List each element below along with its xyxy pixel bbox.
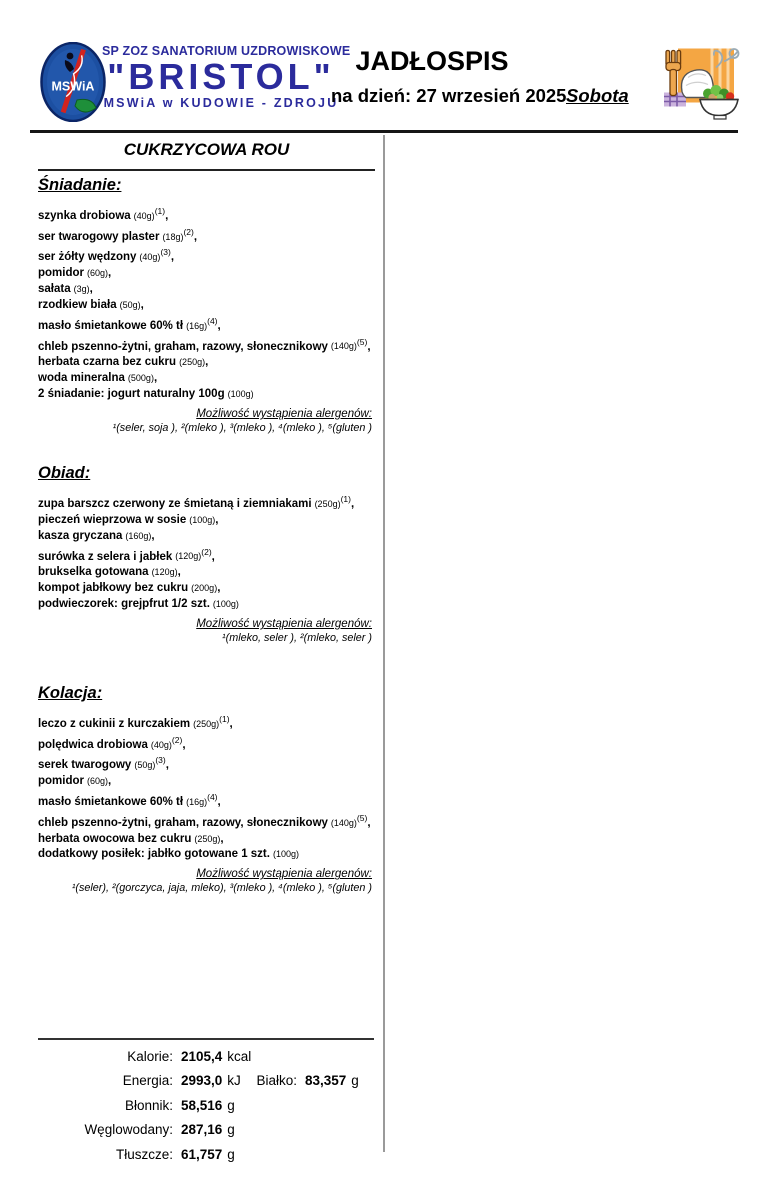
organization-brand bbox=[102, 44, 351, 110]
nutrition-row: Błonnik: 58,516 g bbox=[124, 1097, 235, 1113]
menu-item: chleb pszenno-żytni, graham, razowy, słonecznikowy $(140g)^{(5)}$, bbox=[38, 336, 371, 353]
meal-section-dinner bbox=[38, 684, 375, 894]
menu-item: dodatkowy posiłek: jabłko gotowane 1 szt. (100g) bbox=[38, 848, 299, 861]
org-bottom-line: MSWiA w KUDOWIE - ZDROJU bbox=[103, 95, 339, 110]
mswia-logo-icon bbox=[40, 42, 106, 122]
menu-item: masło śmietankowe 60% tł $(16g)^{(4)}$, bbox=[38, 792, 221, 808]
meal-item-list bbox=[38, 204, 375, 403]
allergen-heading: Możliwość wystąpienia alergenów: bbox=[196, 618, 372, 630]
meal-title: Obiad: bbox=[38, 464, 91, 482]
menu-item: rzodkiew biała (50g), bbox=[38, 299, 144, 312]
menu-item: ser żółty wędzony $(40g)^{(3)}$, bbox=[38, 247, 175, 264]
menu-item: woda mineralna (500g), bbox=[38, 372, 158, 385]
menu-item: 2 śniadanie: jogurt naturalny 100g (100g) bbox=[38, 388, 254, 401]
nutrition-row: Kalorie: 2105,4 kcal bbox=[127, 1048, 252, 1064]
menu-item: podwieczorek: grejpfrut 1/2 szt. (100g) bbox=[38, 598, 239, 611]
salad-bowl-icon bbox=[658, 45, 742, 122]
header-divider bbox=[30, 130, 738, 133]
allergen-heading: Możliwość wystąpienia alergenów: bbox=[196, 868, 372, 881]
menu-item: brukselka gotowana (120g), bbox=[38, 566, 181, 579]
menu-item: sałata (3g), bbox=[38, 283, 93, 296]
allergen-list: ¹(seler), ²(gorczyca, jaja, mleko), ³(mleko ), ⁴(mleko ), ⁵(gluten ) bbox=[71, 882, 372, 895]
page-title: JADŁOSPIS bbox=[355, 46, 509, 76]
org-name: "BRISTOL" bbox=[107, 56, 335, 97]
nutrition-row: Energia: 2993,0 kJ Białko: 83,357 g bbox=[38, 1069, 374, 1094]
meal-section-breakfast bbox=[38, 176, 375, 434]
menu-item: kompot jabłkowy bez cukru (200g), bbox=[38, 582, 221, 595]
allergen-heading: Możliwość wystąpienia alergenów: bbox=[196, 408, 372, 421]
meal-title: Śniadanie: bbox=[38, 176, 122, 194]
menu-item: pieczeń wieprzowa w sosie (100g), bbox=[38, 513, 219, 526]
org-top-line: SP ZOZ SANATORIUM UZDROWISKOWE bbox=[102, 44, 351, 58]
menu-item: zupa barszcz czerwony ze śmietaną i ziemniakami $(250g)^{(1)}$, bbox=[38, 494, 355, 510]
menu-item: kasza gryczana (160g), bbox=[38, 529, 155, 542]
meal-title: Kolacja: bbox=[38, 684, 103, 702]
column-divider bbox=[383, 135, 385, 1152]
meal-item-list bbox=[38, 492, 375, 613]
allergen-block bbox=[38, 868, 375, 894]
menu-item: serek twarogowy $(50g)^{(3)}$, bbox=[38, 755, 169, 772]
allergen-block bbox=[38, 618, 375, 644]
diet-name-title: CUKRZYCOWA ROU bbox=[38, 140, 375, 171]
menu-item: ser twarogowy plaster $(18g)^{(2)}$, bbox=[38, 226, 198, 243]
menu-item: polędwica drobiowa $(40g)^{(2)}$, bbox=[38, 734, 186, 751]
menu-item: pomidor (60g), bbox=[38, 267, 112, 280]
meal-item-list bbox=[38, 712, 375, 863]
menu-item: herbata czarna bez cukru (250g), bbox=[38, 356, 209, 369]
allergen-block bbox=[38, 408, 375, 434]
nutrition-row: Tłuszcze: 61,757 g bbox=[115, 1146, 235, 1162]
svg-text:MSWiA: MSWiA bbox=[51, 79, 95, 94]
allergen-list: ¹(seler, soja ), ²(mleko ), ³(mleko ), ⁴(mleko ), ⁵(gluten ) bbox=[112, 422, 372, 435]
nutrition-extra: Białko: 83,357 g bbox=[256, 1073, 359, 1089]
meal-section-lunch bbox=[38, 464, 375, 644]
menu-item: leczo z cukinii z kurczakiem $(250g)^{(1)}$, bbox=[38, 714, 233, 730]
menu-item: masło śmietankowe 60% tł $(16g)^{(4)}$, bbox=[38, 315, 221, 332]
menu-item: szynka drobiowa $(40g)^{(1)}$, bbox=[38, 206, 169, 222]
menu-item: pomidor (60g), bbox=[38, 775, 112, 788]
weekday-label: Sobota bbox=[566, 85, 629, 106]
menu-item: surówka z selera i jabłek $(120g)^{(2)}$, bbox=[38, 546, 215, 563]
nutrition-row: Węglowodany: 287,16 g bbox=[84, 1122, 235, 1138]
menu-item: herbata owocowa bez cukru (250g), bbox=[38, 832, 224, 845]
allergen-list: ¹(mleko, seler ), ²(mleko, seler ) bbox=[222, 632, 372, 644]
menu-date: na dzień: 27 wrzesień 2025 bbox=[331, 85, 567, 106]
menu-item: chleb pszenno-żytni, graham, razowy, słonecznikowy $(140g)^{(5)}$, bbox=[38, 812, 371, 829]
nutrition-summary bbox=[38, 1038, 374, 1167]
